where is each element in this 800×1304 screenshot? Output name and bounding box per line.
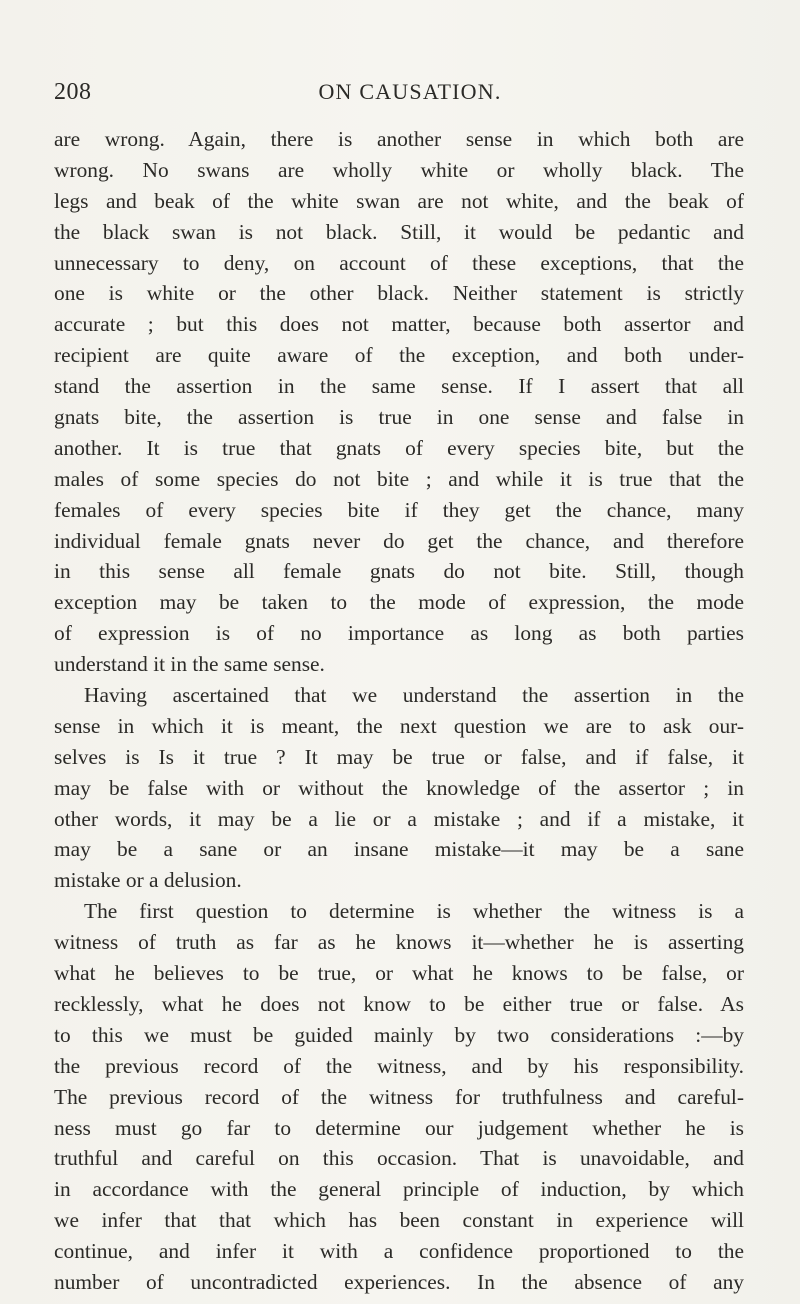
text-line: we infer that that which has been constant in experience will — [54, 1208, 744, 1233]
text-line: another. It is true that gnats of every species bite, but the — [54, 435, 744, 460]
text-line: the black swan is not black. Still, it would be pedantic and — [54, 219, 744, 244]
text-line: what he believes to be true, or what he knows to be false, or — [54, 961, 744, 986]
text-line: understand it in the same sense. — [54, 652, 325, 677]
text-line: other words, it may be a lie or a mistake ; and if a mistake, it — [54, 806, 744, 831]
text-line: the previous record of the witness, and by his responsibility. — [54, 1053, 744, 1078]
text-line: ness must go far to determine our judgement whether he is — [54, 1115, 744, 1140]
text-line: may be false with or without the knowledge of the assertor ; in — [54, 775, 744, 800]
text-line: Having ascertained that we understand the assertion in the — [84, 683, 744, 708]
text-line: witness of truth as far as he knows it—whether he is asserting — [54, 930, 744, 955]
text-line: legs and beak of the white swan are not white, and the beak of — [54, 188, 744, 213]
text-line: The first question to determine is whether the witness is a — [84, 899, 744, 924]
text-line: males of some species do not bite ; and while it is true that the — [54, 466, 744, 491]
text-line: of expression is of no importance as long as both parties — [54, 621, 744, 646]
text-line: may be a sane or an insane mistake—it may be a sane — [54, 837, 744, 862]
text-line: are wrong. Again, there is another sense in which both are — [54, 127, 744, 151]
text-line: exception may be taken to the mode of expression, the mode — [54, 590, 744, 615]
text-line: truthful and careful on this occasion. That is unavoidable, and — [54, 1146, 744, 1171]
text-line: sense in which it is meant, the next question we are to ask our- — [54, 713, 744, 738]
text-line: individual female gnats never do get the chance, and therefore — [54, 528, 744, 553]
text-line: to this we must be guided mainly by two considerations :—by — [54, 1022, 744, 1047]
text-line: females of every species bite if they get the chance, many — [54, 497, 744, 522]
text-line: continue, and infer it with a confidence proportioned to the — [54, 1239, 744, 1264]
text-line: in accordance with the general principle of induction, by which — [54, 1177, 744, 1202]
text-line: recipient are quite aware of the exception, and both under- — [54, 343, 744, 368]
text-line: in this sense all female gnats do not bite. Still, though — [54, 559, 744, 584]
text-line: recklessly, what he does not know to be either true or false. As — [54, 991, 744, 1016]
running-title: ON CAUSATION. — [318, 79, 502, 104]
text-line: one is white or the other black. Neither statement is strictly — [54, 281, 744, 306]
text-line: stand the assertion in the same sense. If I assert that all — [54, 374, 744, 399]
text-line: accurate ; but this does not matter, because both assertor and — [54, 312, 744, 337]
text-line: The previous record of the witness for truthfulness and careful- — [54, 1084, 744, 1109]
paragraph — [54, 896, 744, 1298]
text-line: mistake or a delusion. — [54, 868, 242, 893]
text-line: unnecessary to deny, on account of these exceptions, that the — [54, 250, 744, 275]
running-head — [54, 79, 744, 109]
text-line: selves is Is it true ? It may be true or false, and if false, it — [54, 744, 744, 769]
text-line: gnats bite, the assertion is true in one sense and false in — [54, 405, 744, 430]
text-line: number of uncontradicted experiences. In the absence of any — [54, 1269, 744, 1294]
paragraph — [54, 124, 744, 680]
body-text — [54, 124, 744, 1298]
page-number: 208 — [54, 79, 92, 105]
paragraph — [54, 680, 744, 896]
text-line: wrong. No swans are wholly white or wholly black. The — [54, 157, 744, 182]
